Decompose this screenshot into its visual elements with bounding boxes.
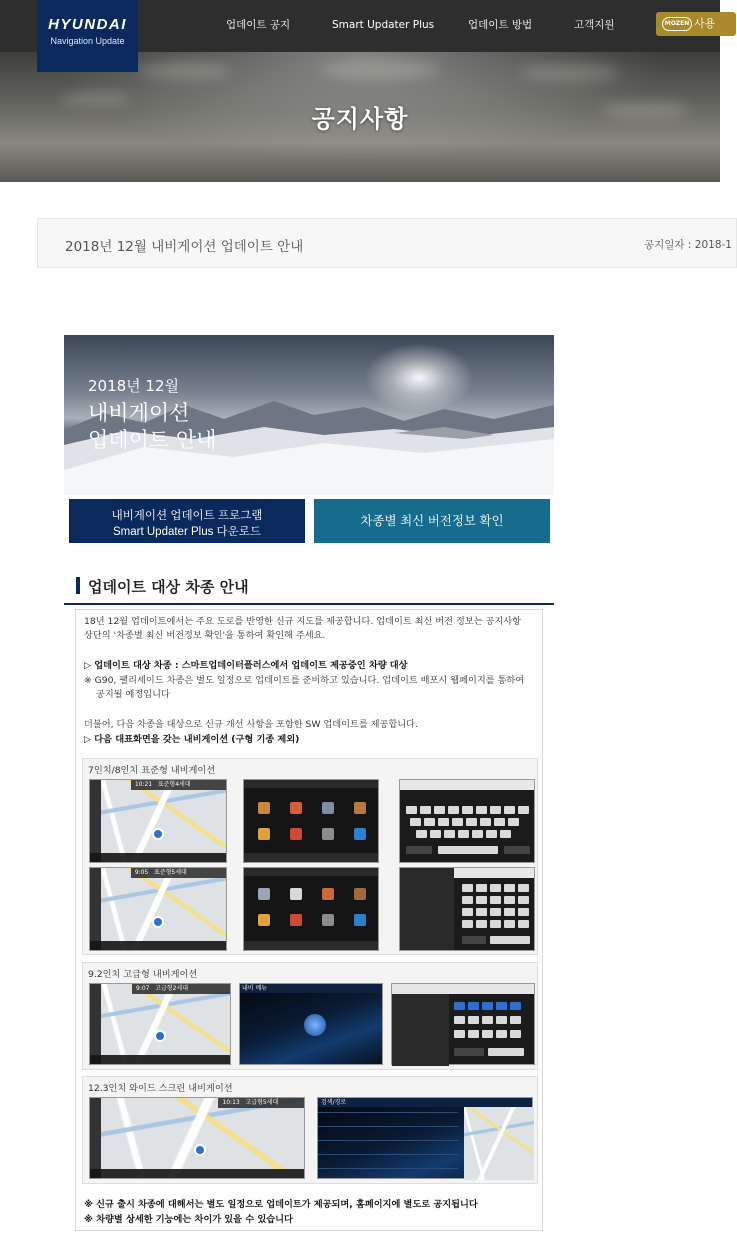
menu-folder-icon bbox=[258, 914, 270, 926]
note-line-2: 공지될 예정입니다 bbox=[96, 689, 170, 700]
menu-home-icon bbox=[290, 888, 302, 900]
map3-time: 9:07 bbox=[136, 985, 150, 992]
menu-location-icon bbox=[354, 828, 366, 840]
premium-menu-title: 내비 메뉴 bbox=[242, 985, 268, 992]
premium-nav-label: 9.2인치 고급형 내비게이션 bbox=[88, 969, 198, 980]
menu-folder-icon bbox=[258, 828, 270, 840]
menu-point-icon bbox=[322, 828, 334, 840]
banner-line-update-guide: 업데이트 안내 bbox=[88, 428, 217, 452]
standard-4th-map-screen bbox=[89, 779, 227, 863]
version-check-button[interactable]: 차종별 최신 버전정보 확인 bbox=[314, 499, 550, 543]
current-location-icon bbox=[154, 1030, 166, 1042]
standard-5th-map-screen bbox=[89, 867, 227, 951]
download-button-line1: 내비게이션 업데이트 프로그램 bbox=[111, 510, 263, 522]
map4-time: 10:13 bbox=[222, 1099, 240, 1106]
mozen-logo-icon: MOZEN bbox=[662, 17, 692, 31]
standard-5th-keyboard-screen bbox=[399, 867, 535, 951]
map4-tag: 고급형5세대 bbox=[245, 1099, 279, 1106]
map1-time: 10:21 bbox=[134, 781, 153, 788]
current-location-icon bbox=[194, 1144, 206, 1156]
update-target-info-box bbox=[75, 609, 543, 1231]
standard-nav-group bbox=[82, 758, 538, 955]
premium-map-screen bbox=[89, 983, 231, 1065]
logo-subtitle: Navigation Update bbox=[50, 36, 125, 46]
menu-home-icon bbox=[290, 802, 302, 814]
footer-note-2: ※ 차량별 상세한 기능에는 차이가 있을 수 있습니다 bbox=[84, 1214, 293, 1225]
banner-date: 2018년 12월 bbox=[88, 377, 180, 395]
hyundai-logo[interactable] bbox=[37, 0, 138, 72]
sw-update-line: 더불어, 다음 차종을 대상으로 신규 개선 사항을 포함한 SW 업데이트를 제공합니다. bbox=[84, 719, 418, 730]
footer-note-1: ※ 신규 출시 차종에 대해서는 별도 일정으로 업데이트가 제공되며, 홈페이지에 별도로 공지됩니다 bbox=[84, 1199, 478, 1210]
download-program-button[interactable] bbox=[69, 499, 305, 543]
menu-dial-icon bbox=[304, 1014, 326, 1036]
logo-brand: HYUNDAI bbox=[48, 16, 127, 33]
standard-5th-menu-screen bbox=[243, 867, 379, 951]
update-banner-image bbox=[64, 335, 554, 495]
menu-search-icon bbox=[258, 888, 270, 900]
current-location-icon bbox=[152, 916, 164, 928]
current-location-icon bbox=[152, 828, 164, 840]
nav-smart-updater-plus[interactable]: Smart Updater Plus bbox=[332, 19, 435, 31]
menu-category-icon bbox=[354, 888, 366, 900]
nav-customer-support[interactable]: 고객지원 bbox=[574, 19, 615, 31]
notice-title: 2018년 12월 내비게이션 업데이트 안내 bbox=[65, 239, 304, 255]
premium-menu-screen bbox=[239, 983, 383, 1065]
premium-keyboard-screen bbox=[391, 983, 535, 1065]
page-title: 공지사항 bbox=[311, 105, 409, 133]
notice-date: 공지일자 : 2018-1 bbox=[644, 239, 732, 251]
nav-update-method[interactable]: 업데이트 방법 bbox=[468, 19, 533, 31]
nav-update-notice[interactable]: 업데이트 공지 bbox=[226, 19, 291, 31]
map3-tag: 고급형2세대 bbox=[155, 985, 189, 992]
wide-menu-map-preview bbox=[464, 1107, 534, 1180]
standard-4th-keyboard-screen bbox=[399, 779, 535, 863]
section-divider bbox=[64, 603, 554, 605]
wide-screen-nav-group bbox=[82, 1076, 538, 1184]
menu-point-icon bbox=[322, 914, 334, 926]
menu-category-icon bbox=[354, 802, 366, 814]
wide-screen-nav-label: 12.3인치 와이드 스크린 내비게이션 bbox=[88, 1083, 233, 1094]
intro-line-2: 상단의 '차종별 최신 버전정보 확인'을 통하여 확인해 주세요. bbox=[84, 630, 326, 641]
menu-recent-icon bbox=[322, 802, 334, 814]
mozen-button[interactable] bbox=[656, 12, 736, 36]
wide-menu-screen bbox=[317, 1097, 533, 1179]
target-vehicles-heading: ▷ 업데이트 대상 차종 : 스마트업데이터플러스에서 업데이트 제공중인 차량 대상 bbox=[84, 660, 408, 671]
notice-header bbox=[37, 218, 737, 268]
note-line-1: ※ G90, 팰리세이드 차종은 별도 일정으로 업데이트를 준비하고 있습니다. 업데이트 배포시 웹페이지를 통하여 bbox=[84, 675, 525, 686]
map2-tag: 표준형5세대 bbox=[154, 869, 187, 876]
sw-target-heading: ▷ 다음 대표화면을 갖는 내비게이션 (구형 기종 제외) bbox=[84, 734, 300, 745]
menu-pin-icon bbox=[290, 914, 302, 926]
map1-tag: 표준형4세대 bbox=[157, 781, 191, 788]
banner-line-navigation: 내비게이션 bbox=[88, 401, 190, 425]
download-button-line2: Smart Updater Plus 다운로드 bbox=[113, 526, 261, 538]
section-title: 업데이트 대상 차종 안내 bbox=[88, 578, 249, 596]
premium-nav-group bbox=[82, 962, 538, 1070]
menu-search-icon bbox=[258, 802, 270, 814]
menu-recent-icon bbox=[322, 888, 334, 900]
menu-pin-icon bbox=[290, 828, 302, 840]
section-marker bbox=[76, 577, 80, 594]
intro-line-1: 18년 12월 업데이트에서는 주요 도로를 반영한 신규 지도를 제공합니다. 업데이트 최신 버전 정보는 공지사항 bbox=[84, 616, 522, 627]
wide-map-screen bbox=[89, 1097, 305, 1179]
mozen-label: 사용 bbox=[694, 17, 716, 30]
map2-time: 9:05 bbox=[134, 869, 149, 876]
standard-nav-label: 7인치/8인치 표준형 내비게이션 bbox=[88, 765, 216, 776]
standard-4th-menu-screen bbox=[243, 779, 379, 863]
menu-location-icon bbox=[354, 914, 366, 926]
wide-menu-title: 검색/경로 bbox=[321, 1099, 347, 1106]
